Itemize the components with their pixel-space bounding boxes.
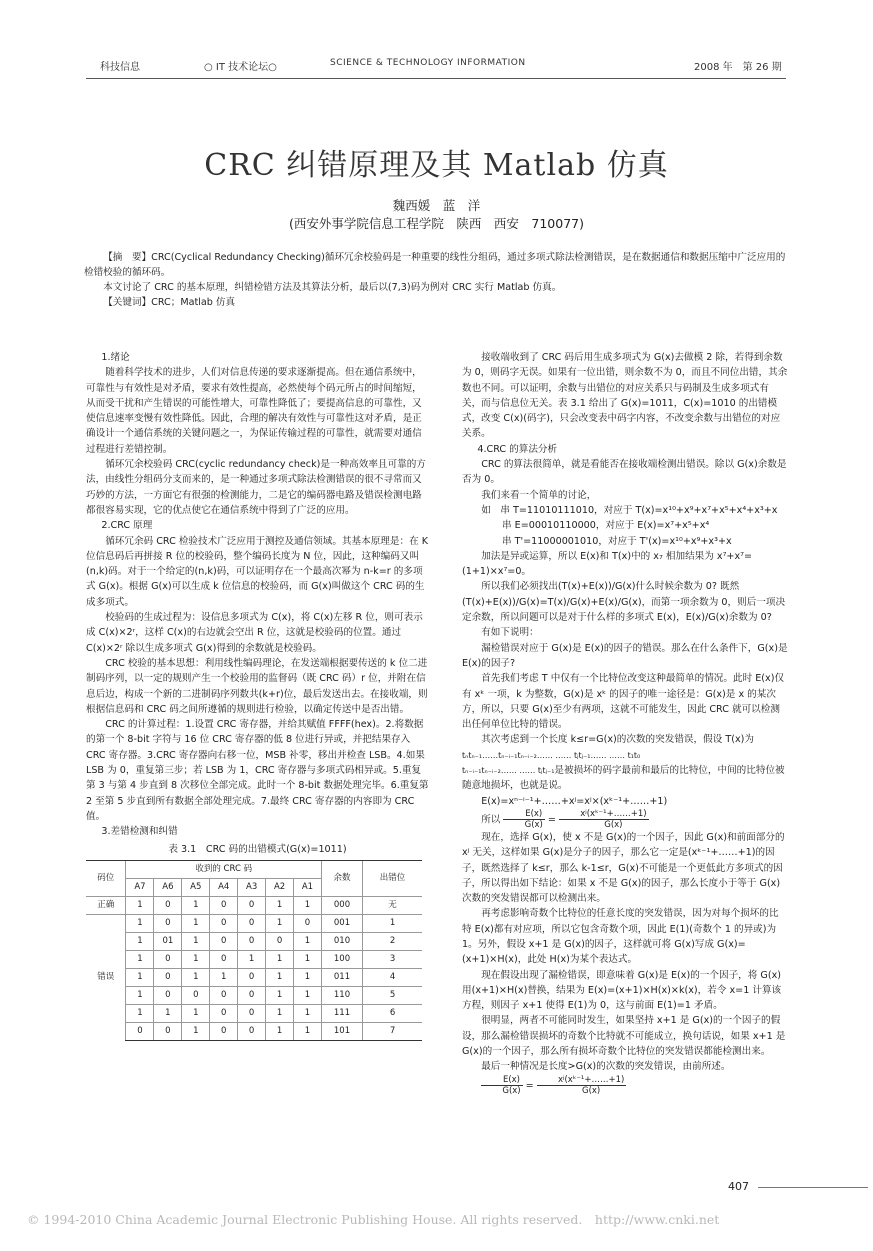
- example-line: 串 T'=11000001010，对应于 T'(x)=x¹⁰+x⁹+x³+x: [502, 535, 732, 547]
- journal-english-name: SCIENCE & TECHNOLOGY INFORMATION: [330, 58, 526, 68]
- table-cell: 0: [238, 914, 266, 932]
- table-row: [86, 1004, 422, 1022]
- table-cell: 0: [154, 1022, 182, 1040]
- fraction-denominator: G(x): [502, 1085, 521, 1096]
- table-cell: 1: [266, 914, 294, 932]
- paragraph: 现在，选择 G(x)，使 x 不是 G(x)的一个因子，因此 G(x)和前面部分的 xʲ 无关，这样如果 G(x)是分子的因子，那么它一定是(xᵏ⁻¹+……+1)的因子，既然选择了 k≤r，那么 k-1≤r，G(x)不可能是一个更低此方多项式的因子，所以得出如下结论：如果 x 不是 G(x)的因子，那么长度小于等于 G(x)次数的突发错误都可以检测出来。: [462, 831, 785, 905]
- abstract: [84, 250, 788, 310]
- table-cell: 0: [210, 932, 238, 950]
- equation: E(x)=xⁿ⁻ⁱ⁻¹+……+xʲ=xʲ×(xᵏ⁻¹+……+1): [481, 795, 668, 807]
- table-cell: 0: [238, 896, 266, 914]
- table-cell: 01: [154, 932, 182, 950]
- paragraph: 我们来看一个简单的讨论，: [481, 489, 597, 501]
- paragraph: 很明显，两者不可能同时发生，如果坚持 x+1 是 G(x)的一个因子的假设，那么漏检错误损坏的奇数个比特就不可能成立，换句话说，如果 x+1 是 G(x)的一个因子，那么所有损坏奇数个比特位的突发错误都能检测出来。: [462, 1015, 786, 1058]
- error-pattern-table: [86, 860, 422, 1041]
- table-cell: 0: [126, 1022, 154, 1040]
- fraction-denominator: G(x): [582, 1085, 601, 1096]
- table-cell: 1: [266, 986, 294, 1004]
- bit-sequence: tₙtₙ₋₁……tₙ₋ᵢ₋₁tₙ₋ᵢ₋₂…… …… tⱼtⱼ₋₁…… …… t₁t₀: [462, 750, 641, 760]
- table-header-remainder: 余数: [321, 860, 362, 896]
- row-label-correct: 正确: [86, 896, 126, 914]
- table-cell: 1: [126, 914, 154, 932]
- table-cell: 1: [210, 968, 238, 986]
- table-row: [86, 896, 422, 914]
- copyright-footer: © 1994-2010 China Academic Journal Electronic Publishing House. All rights reserved. http://www.cnki.net: [27, 1212, 720, 1227]
- journal-name: 科技信息: [100, 62, 140, 73]
- table-cell: 0: [294, 914, 322, 932]
- table-cell: 0: [210, 1022, 238, 1040]
- bit-sequence: tₙ₋ᵢ₋₁tₙ₋ᵢ₋₂…… …… tⱼtⱼ₋₁: [462, 766, 555, 776]
- table-cell: 1: [182, 950, 210, 968]
- fraction-numerator: E(x): [503, 809, 544, 820]
- table-cell: 1: [182, 1022, 210, 1040]
- fraction-numerator: xʲ(xᵏ⁻¹+……+1): [537, 1075, 627, 1086]
- paragraph: 随着科学技术的进步，人们对信息传递的要求逐渐提高。但在通信系统中，可靠性与有效性是对矛盾，要求有效性提高，必然使每个码元所占的时间缩短，从而受干扰和产生错误的可能性增大，可靠性降低了；要提高信息的可靠性，又使信息速率变慢有效性降低。因此，合理的解决有效性与可靠性这对矛盾，是正确设计一个通信系统的关键问题之一，为保证传输过程的可靠性，就需要对通信过程进行差错控制。: [86, 367, 422, 455]
- paragraph: 其次考虑到一个长度 k≤r=G(x)的次数的突发错误，假设 T(x)为: [481, 734, 754, 746]
- table-cell: 1: [266, 1022, 294, 1040]
- table-cell: 1: [294, 950, 322, 968]
- table-cell-error-bit: 5: [363, 986, 422, 1004]
- fraction-numerator: xʲ(xᵏ⁻¹+……+1): [559, 809, 649, 820]
- table-cell-remainder: 100: [321, 950, 362, 968]
- table-header-cell: A6: [154, 878, 182, 896]
- equation: 所以 $\frac{E(x)}{G(x)}$ = $\frac{\text{xʲ(xᵏ⁻¹+……+1)}}{G(x)}$: [481, 808, 647, 830]
- table-cell: 0: [154, 914, 182, 932]
- table-cell: 0: [154, 950, 182, 968]
- paragraph: 首先我们考虑 T 中仅有一个比特位改变这种最简单的情况。此时 E(x)仅有 xᵏ 一项，k 为整数，G(x)是 xᵏ 的因子的唯一途径是：G(x)是 x 的某次方，所以，只要 G(x)至少有两项，这就不可能发生，因此 CRC 就可以检测出任何单位比特的错误。: [462, 673, 785, 731]
- table-cell: 0: [238, 1004, 266, 1022]
- table-row: [86, 950, 422, 968]
- table-cell: 1: [126, 986, 154, 1004]
- table-cell: 1: [294, 896, 322, 914]
- paragraph: 接收端收到了 CRC 码后用生成多项式为 G(x)去做模 2 除，若得到余数为 0，则码字无误。如果有一位出错，则余数不为 0，而且不同位出错，其余数也不同。可以证明，余数与出错位的对应关系只与码制及生成多项式有关，而与信息位无关。表 3.1 给出了 G(x)=1011，C(x)=1010 的出错模式，改变 C(x)(码字)，只会改变表中码字内容，不改变余数与出错位的对应关系。: [462, 352, 788, 440]
- example-line: 如 串 T=11010111010，对应于 T(x)=x¹⁰+x⁹+x⁷+x⁵+x⁴+x³+x: [481, 504, 778, 516]
- paragraph: 有如下说明：: [481, 627, 539, 639]
- table-cell: 0: [266, 932, 294, 950]
- table-cell: 1: [154, 1004, 182, 1022]
- authors: 魏西媛 蓝 洋: [392, 198, 481, 213]
- fraction-numerator: E(x): [481, 1075, 522, 1086]
- table-cell: 1: [266, 968, 294, 986]
- table-header-error-bit: 出错位: [363, 860, 422, 896]
- table-cell-error-bit: 2: [363, 932, 422, 950]
- table-cell: 1: [266, 896, 294, 914]
- row-label-error: 错误: [86, 914, 126, 1040]
- page-number: 407: [728, 1180, 749, 1193]
- table-cell-remainder: 101: [321, 1022, 362, 1040]
- table-cell-error-bit: 7: [363, 1022, 422, 1040]
- table-cell: 1: [126, 968, 154, 986]
- paragraph: 加法是异或运算，所以 E(x)和 T(x)中的 x₇ 相加结果为 x⁷+x⁷=(1+1)×x⁷=0。: [462, 550, 753, 578]
- table-cell: 0: [154, 968, 182, 986]
- paragraph: 再考虑影响奇数个比特位的任意长度的突发错误，因为对每个损坏的比特 E(x)都有对应项，所以它包含奇数个项，因此 E(1)(奇数个 1 的异或)为 1。另外，假设 x+1 是 G(x)的因子，这样就可将 G(x)写成 G(x)=(x+1)×H(x)，此处 H(x)为某个表达式。: [462, 908, 779, 966]
- paragraph-text: 是被损坏的码字最前和最后的比特位，中间的比特位被随意地损坏，也就是说。: [462, 765, 785, 792]
- abstract-text: 【摘 要】CRC(Cyclical Redundancy Checking)循环冗余校验码是一种重要的线性分组码，通过多项式除法检测错误，是在数据通信和数据压缩中广泛应用的检错校验的循环码。: [84, 252, 786, 278]
- table-row: [86, 986, 422, 1004]
- table-cell-remainder: 110: [321, 986, 362, 1004]
- paragraph: CRC 的算法很简单，就是看能否在接收端检测出错误。除以 G(x)余数是否为 0。: [462, 459, 787, 486]
- paragraph: 所以我们必须找出(T(x)+E(x))/G(x)什么时候余数为 0? 既然(T(x)+E(x))/G(x)=T(x)/G(x)+E(x)/G(x)，而第一项余数为 0，则后一项决定余数，所以问题可以是对于什么样的多项式 E(x)，E(x)/G(x)余数为 0?: [462, 581, 786, 624]
- table-row: [86, 968, 422, 986]
- paragraph: CRC 校验的基本思想：利用线性编码理论，在发送端根据要传送的 k 位二进制码序列，以一定的规则产生一个校验用的监督码（既 CRC 码）r 位，并附在信息后边，构成一个新的二进制码序列数共(k+r)位，最后发送出去。在接收端，则根据信息码和 CRC 码之间所遵循的规则进行检验，以确定传送中是否出错。: [86, 657, 428, 715]
- table-cell: 0: [210, 1004, 238, 1022]
- paper-title: CRC 纠错原理及其 Matlab 仿真: [204, 148, 669, 183]
- paragraph: 校验码的生成过程为：设信息多项式为 C(x)，将 C(x)左移 R 位，则可表示成 C(x)×2ʳ，这样 C(x)的右边就会空出 R 位，这就是校验码的位置。通过 C(x)×2ʳ 除以生成多项式 G(x)得到的余数就是校验码。: [86, 612, 423, 654]
- table-header-cell: A1: [294, 878, 322, 896]
- fraction: [537, 1075, 627, 1096]
- table-cell: 1: [182, 1004, 210, 1022]
- table-cell: 1: [266, 950, 294, 968]
- section-heading: 1.绪论: [101, 352, 130, 363]
- table-cell: 1: [294, 1004, 322, 1022]
- table-cell-remainder: 111: [321, 1004, 362, 1022]
- table-cell-remainder: 000: [321, 896, 362, 914]
- page-number-rule: [758, 1187, 868, 1188]
- table-header-cell: A3: [238, 878, 266, 896]
- affiliation: (西安外事学院信息工程学院 陕西 西安 710077): [289, 216, 584, 231]
- fraction: [481, 1075, 522, 1096]
- section-heading: 2.CRC 原理: [101, 520, 153, 532]
- table-cell: 1: [266, 1004, 294, 1022]
- table-row: [86, 1022, 422, 1040]
- table-cell: 1: [294, 1022, 322, 1040]
- table-header-cell: A7: [126, 878, 154, 896]
- table-cell-error-bit: 4: [363, 968, 422, 986]
- table-row: [86, 914, 422, 932]
- fraction-denominator: G(x): [604, 819, 623, 830]
- table-cell: 0: [210, 950, 238, 968]
- fraction-denominator: G(x): [524, 819, 543, 830]
- header-rule: [86, 78, 786, 79]
- table-cell-error-bit: 1: [363, 914, 422, 932]
- table-header-cell: A4: [210, 878, 238, 896]
- equation: $\frac{E(x)}{G(x)}$ = $\frac{\text{xʲ(xᵏ⁻¹+……+1)}}{G(x)}$: [462, 1075, 788, 1096]
- keywords: 【关键词】CRC；Matlab 仿真: [103, 297, 236, 308]
- left-column: [86, 350, 429, 1041]
- section-heading: 3.差错检测和纠错: [101, 826, 178, 838]
- table-cell-error-bit: 无: [363, 896, 422, 914]
- paragraph: 循环冗余校验码 CRC(cyclic redundancy check)是一种高效率且可靠的方法，由线性分组码分支而来的，是一种通过多项式除法检测错误的很不寻常而又巧妙的方法，一方面它有很强的检测能力，二是它的编码器电路及错误检测电路都很容易实现，它的优点使它在通信系统中得到了广泛的应用。: [86, 459, 426, 516]
- table-cell: 1: [182, 914, 210, 932]
- table-cell-error-bit: 6: [363, 1004, 422, 1022]
- table-header-code: 码位: [86, 860, 126, 896]
- table-cell: 1: [294, 986, 322, 1004]
- table-cell: 1: [126, 896, 154, 914]
- table-header-cell: A5: [182, 878, 210, 896]
- table-row: [86, 932, 422, 950]
- table-cell: 1: [182, 968, 210, 986]
- paragraph: 现在假设出现了漏检错误，即意味着 G(x)是 E(x)的一个因子，将 G(x)用(x+1)×H(x)替换，结果为 E(x)=(x+1)×H(x)×k(x)，若令 x=1 计算该方程，则因子 x+1 使得 E(1)为 0，这与前面 E(1)=1 矛盾。: [462, 969, 782, 1012]
- table-cell: 0: [210, 986, 238, 1004]
- table-cell: 0: [238, 986, 266, 1004]
- paragraph: 最后一种情况是长度>G(x)的次数的突发错误，由前所述。: [481, 1061, 731, 1073]
- paragraph: 循环冗余码 CRC 检验技术广泛应用于测控及通信领域。其基本原理是：在 K 位信息码后再拼接 R 位的校验码，整个编码长度为 N 位，因此，这种编码又叫(n,k)码。对于一个给定的(n,k)码，可以证明存在一个最高次幂为 n-k=r 的多项式 G(x)。根据 G(x)可以生成 k 位信息的校验码，而 G(x)叫做这个 CRC 码的生成多项式。: [86, 535, 429, 608]
- table-cell: 1: [294, 968, 322, 986]
- column-name: ○ IT 技术论坛○: [204, 62, 277, 73]
- table-cell: 0: [154, 986, 182, 1004]
- issue-label: 2008 年 第 26 期: [694, 62, 782, 73]
- section-heading: 4.CRC 的算法分析: [477, 443, 558, 455]
- table-cell: 0: [238, 968, 266, 986]
- table-cell: 1: [182, 896, 210, 914]
- paragraph: 漏检错误对应于 G(x)是 E(x)的因子的错误。那么在什么条件下，G(x)是 E(x)的因子?: [462, 642, 788, 669]
- right-column: [462, 350, 788, 1096]
- table-cell: 1: [126, 950, 154, 968]
- equation-prefix: 所以: [481, 814, 501, 826]
- abstract-text-2: 本文讨论了 CRC 的基本原理，纠错检错方法及其算法分析，最后以(7,3)码为例对 CRC 实行 Matlab 仿真。: [103, 282, 562, 293]
- fraction: [559, 809, 649, 830]
- paragraph: [462, 763, 788, 794]
- table-caption: 表 3.1 CRC 码的出错模式(G(x)=1011): [168, 843, 347, 855]
- table-cell: 0: [238, 932, 266, 950]
- table-cell: 0: [210, 896, 238, 914]
- table-cell: 1: [182, 932, 210, 950]
- table-header-group: 收到的 CRC 码: [126, 860, 321, 878]
- table-cell: 1: [294, 932, 322, 950]
- table-cell: 0: [210, 914, 238, 932]
- table-header-cell: A2: [266, 878, 294, 896]
- example-line: 串 E=00010110000，对应于 E(x)=x⁷+x⁵+x⁴: [502, 520, 710, 532]
- table-cell: 1: [126, 1004, 154, 1022]
- table-cell-error-bit: 3: [363, 950, 422, 968]
- table-cell: 1: [126, 932, 154, 950]
- table-cell-remainder: 011: [321, 968, 362, 986]
- table-cell: 0: [182, 986, 210, 1004]
- table-cell: 1: [238, 950, 266, 968]
- table-cell-remainder: 001: [321, 914, 362, 932]
- paragraph: CRC 的计算过程：1.设置 CRC 寄存器，并给其赋值 FFFF(hex)。2.将数据的第一个 8-bit 字符与 16 位 CRC 寄存器的低 8 位进行异或，并把结果存入 CRC 寄存器。3.CRC 寄存器向右移一位，MSB 补零，移出并检查 LSB。4.如果 LSB 为 0，重复第三步；若 LSB 为 1，CRC 寄存器与多项式码相异或。5.重复第 3 与第 4 步直到 8 次移位全部完成。此时一个 8-bit 数据处理完毕。6.重复第 2 至第 5 步直到所有数据全部处理完成。7.最终 CRC 寄存器的内容即为 CRC 值。: [86, 719, 429, 822]
- table-cell: 0: [238, 1022, 266, 1040]
- fraction: [503, 809, 544, 830]
- table-cell-remainder: 010: [321, 932, 362, 950]
- table-cell: 0: [154, 896, 182, 914]
